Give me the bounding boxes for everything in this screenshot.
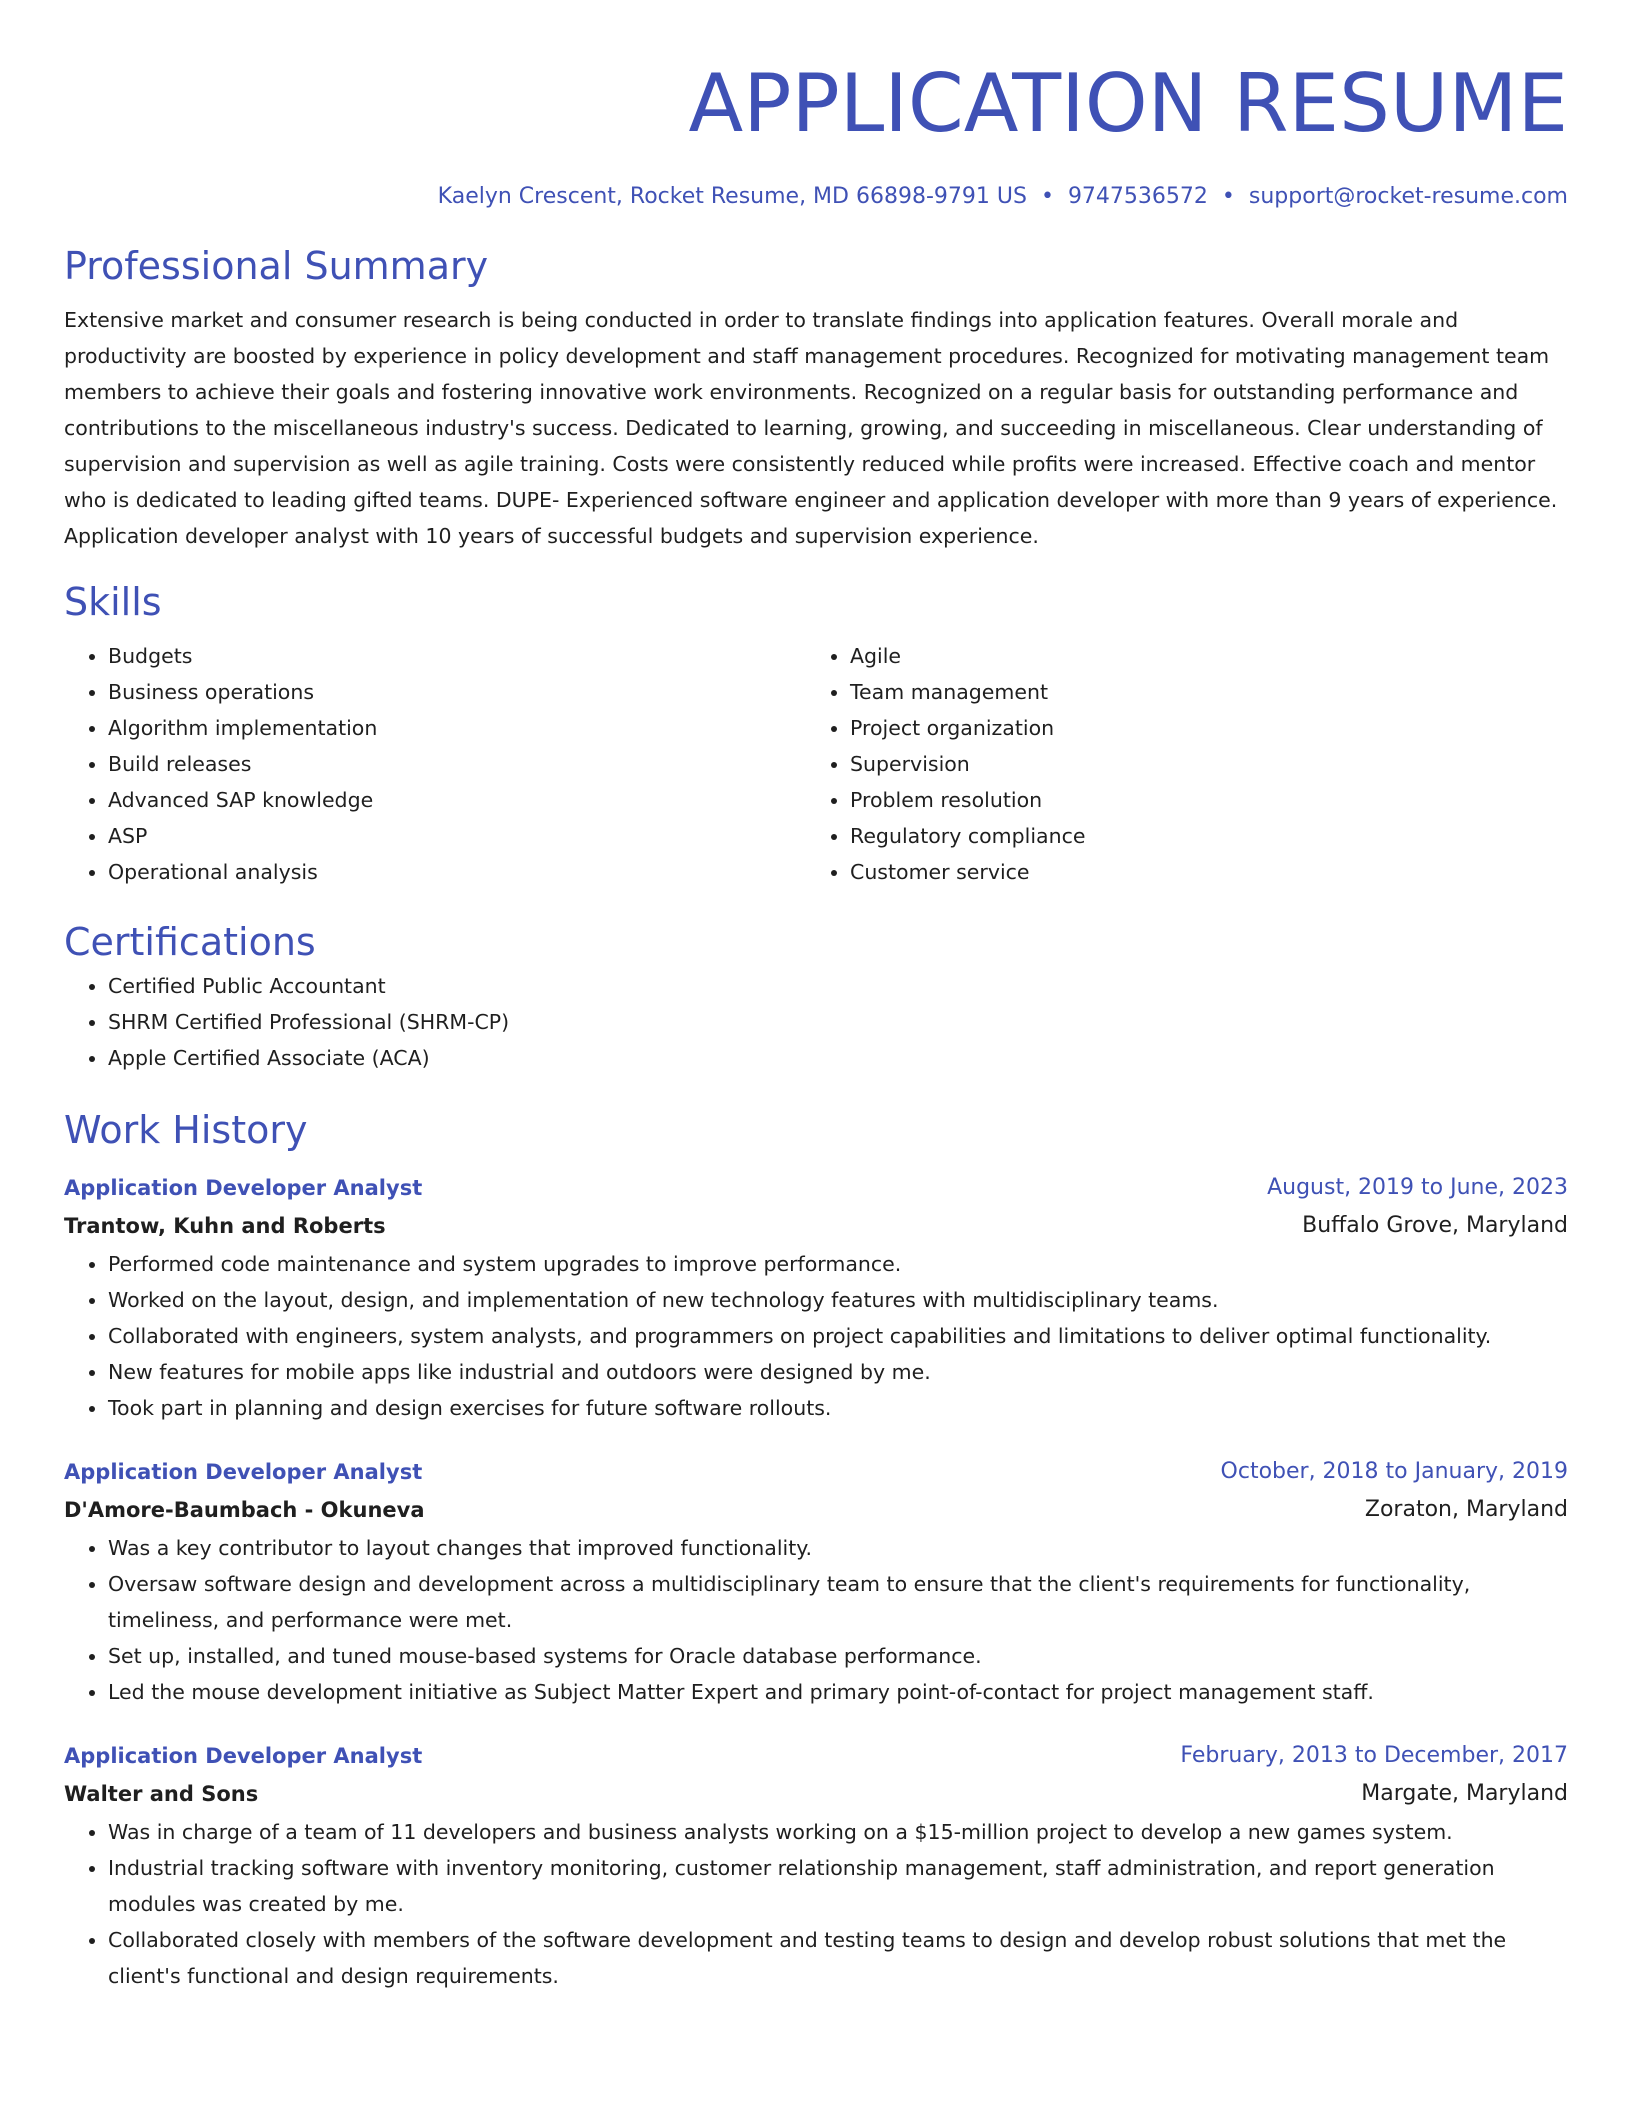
job-location: Zoraton, Maryland — [1364, 1497, 1568, 1522]
job-bullet: • Was a key contributor to layout changes that improved functionality. — [108, 1530, 1568, 1566]
skills-grid — [64, 638, 1568, 890]
job-bullets — [64, 1246, 1568, 1426]
resume-title: APPLICATION RESUME — [688, 57, 1568, 150]
job-header — [64, 1170, 1568, 1206]
section-title-work-history: Work History — [64, 1108, 308, 1152]
certification-item: • SHRM Certified Professional (SHRM-CP) — [108, 1004, 1568, 1040]
skill-item: • Regulatory compliance — [850, 818, 1548, 854]
job-bullet: • Set up, installed, and tuned mouse-based systems for Oracle database performance. — [108, 1638, 1568, 1674]
job-title: Application Developer Analyst — [64, 1460, 423, 1484]
job-subheader — [64, 1774, 1568, 1814]
job-company: Walter and Sons — [64, 1782, 259, 1806]
job-company: Trantow, Kuhn and Roberts — [64, 1214, 386, 1238]
job-bullet: • Collaborated with engineers, system analysts, and programmers on project capabilities and limitations to deliver optimal functionality. — [108, 1318, 1568, 1354]
skill-item: • ASP — [108, 818, 806, 854]
job-header — [64, 1738, 1568, 1774]
job-location: Margate, Maryland — [1361, 1781, 1568, 1806]
section-title-summary: Professional Summary — [64, 244, 489, 288]
skills-column-right — [806, 638, 1548, 890]
resume-page — [64, 0, 1568, 1994]
job-company: D'Amore-Baumbach - Okuneva — [64, 1498, 425, 1522]
job-bullet: • Worked on the layout, design, and implementation of new technology features with multidisciplinary teams. — [108, 1282, 1568, 1318]
job-bullet: • New features for mobile apps like industrial and outdoors were designed by me. — [108, 1354, 1568, 1390]
certification-item: • Certified Public Accountant — [108, 968, 1568, 1004]
job-location: Buffalo Grove, Maryland — [1302, 1213, 1568, 1238]
skills-column-left — [64, 638, 806, 890]
section-title-certifications: Certifications — [64, 920, 316, 964]
job-header — [64, 1454, 1568, 1490]
skills-list-right — [806, 638, 1548, 890]
job-bullet: • Led the mouse development initiative as Subject Matter Expert and primary point-of-contact for project management staff. — [108, 1674, 1568, 1710]
skill-item: • Business operations — [108, 674, 806, 710]
job-bullets — [64, 1530, 1568, 1710]
certification-item: • Apple Certified Associate (ACA) — [108, 1040, 1568, 1076]
skill-item: • Customer service — [850, 854, 1548, 890]
job-bullet: • Performed code maintenance and system upgrades to improve performance. — [108, 1246, 1568, 1282]
job-entry — [64, 1738, 1568, 1994]
job-bullet: • Was in charge of a team of 11 developers and business analysts working on a $15-million project to develop a new games system. — [108, 1814, 1568, 1850]
job-entry — [64, 1170, 1568, 1426]
job-subheader — [64, 1206, 1568, 1246]
job-bullets — [64, 1814, 1568, 1994]
contact-line — [64, 182, 1568, 212]
skill-item: • Operational analysis — [108, 854, 806, 890]
skill-item: • Problem resolution — [850, 782, 1548, 818]
skill-item: • Project organization — [850, 710, 1548, 746]
job-title: Application Developer Analyst — [64, 1176, 423, 1200]
skill-item: • Team management — [850, 674, 1548, 710]
skill-item: • Budgets — [108, 638, 806, 674]
summary-text: Extensive market and consumer research is being conducted in order to translate findings into application features. Overall morale and productivity are boosted by experience in policy development and staff management procedures. Recognized for motivating management team members to achieve their goals and fostering innovative work environments. Recognized on a regular basis for outstanding performance and contributions to the miscellaneous industry's success. Dedicated to learning, growing, and succeeding in miscellaneous. Clear understanding of supervision and supervision as well as agile training. Costs were consistently reduced while profits were increased. Effective coach and mentor who is dedicated to leading gifted teams. DUPE- Experienced software engineer and application developer with more than 9 years of experience. Application developer analyst with 10 years of successful budgets and supervision experience. — [64, 308, 1558, 548]
job-entry — [64, 1454, 1568, 1710]
skills-list-left — [64, 638, 806, 890]
certifications-list — [64, 968, 1568, 1076]
job-dates: October, 2018 to January, 2019 — [1220, 1459, 1568, 1484]
job-dates: February, 2013 to December, 2017 — [1180, 1743, 1568, 1768]
job-subheader — [64, 1490, 1568, 1530]
contact-email[interactable]: support@rocket-resume.com — [1248, 184, 1568, 209]
skill-item: • Advanced SAP knowledge — [108, 782, 806, 818]
section-title-skills: Skills — [64, 580, 162, 624]
job-bullet: • Took part in planning and design exercises for future software rollouts. — [108, 1390, 1568, 1426]
skill-item: • Supervision — [850, 746, 1548, 782]
contact-separator: • — [1221, 184, 1235, 209]
skill-item: • Agile — [850, 638, 1548, 674]
job-bullet: • Industrial tracking software with inventory monitoring, customer relationship management, staff administration, and report generation modules was created by me. — [108, 1850, 1568, 1922]
contact-separator: • — [1040, 184, 1054, 209]
contact-address: Kaelyn Crescent, Rocket Resume, MD 66898-9791 US — [437, 184, 1027, 209]
job-title: Application Developer Analyst — [64, 1744, 423, 1768]
contact-phone: 9747536572 — [1067, 184, 1208, 209]
job-bullet: • Oversaw software design and development across a multidisciplinary team to ensure that the client's requirements for functionality, timeliness, and performance were met. — [108, 1566, 1568, 1638]
job-bullet: • Collaborated closely with members of the software development and testing teams to design and develop robust solutions that met the client's functional and design requirements. — [108, 1922, 1568, 1994]
skill-item: • Algorithm implementation — [108, 710, 806, 746]
job-dates: August, 2019 to June, 2023 — [1267, 1175, 1568, 1200]
skill-item: • Build releases — [108, 746, 806, 782]
